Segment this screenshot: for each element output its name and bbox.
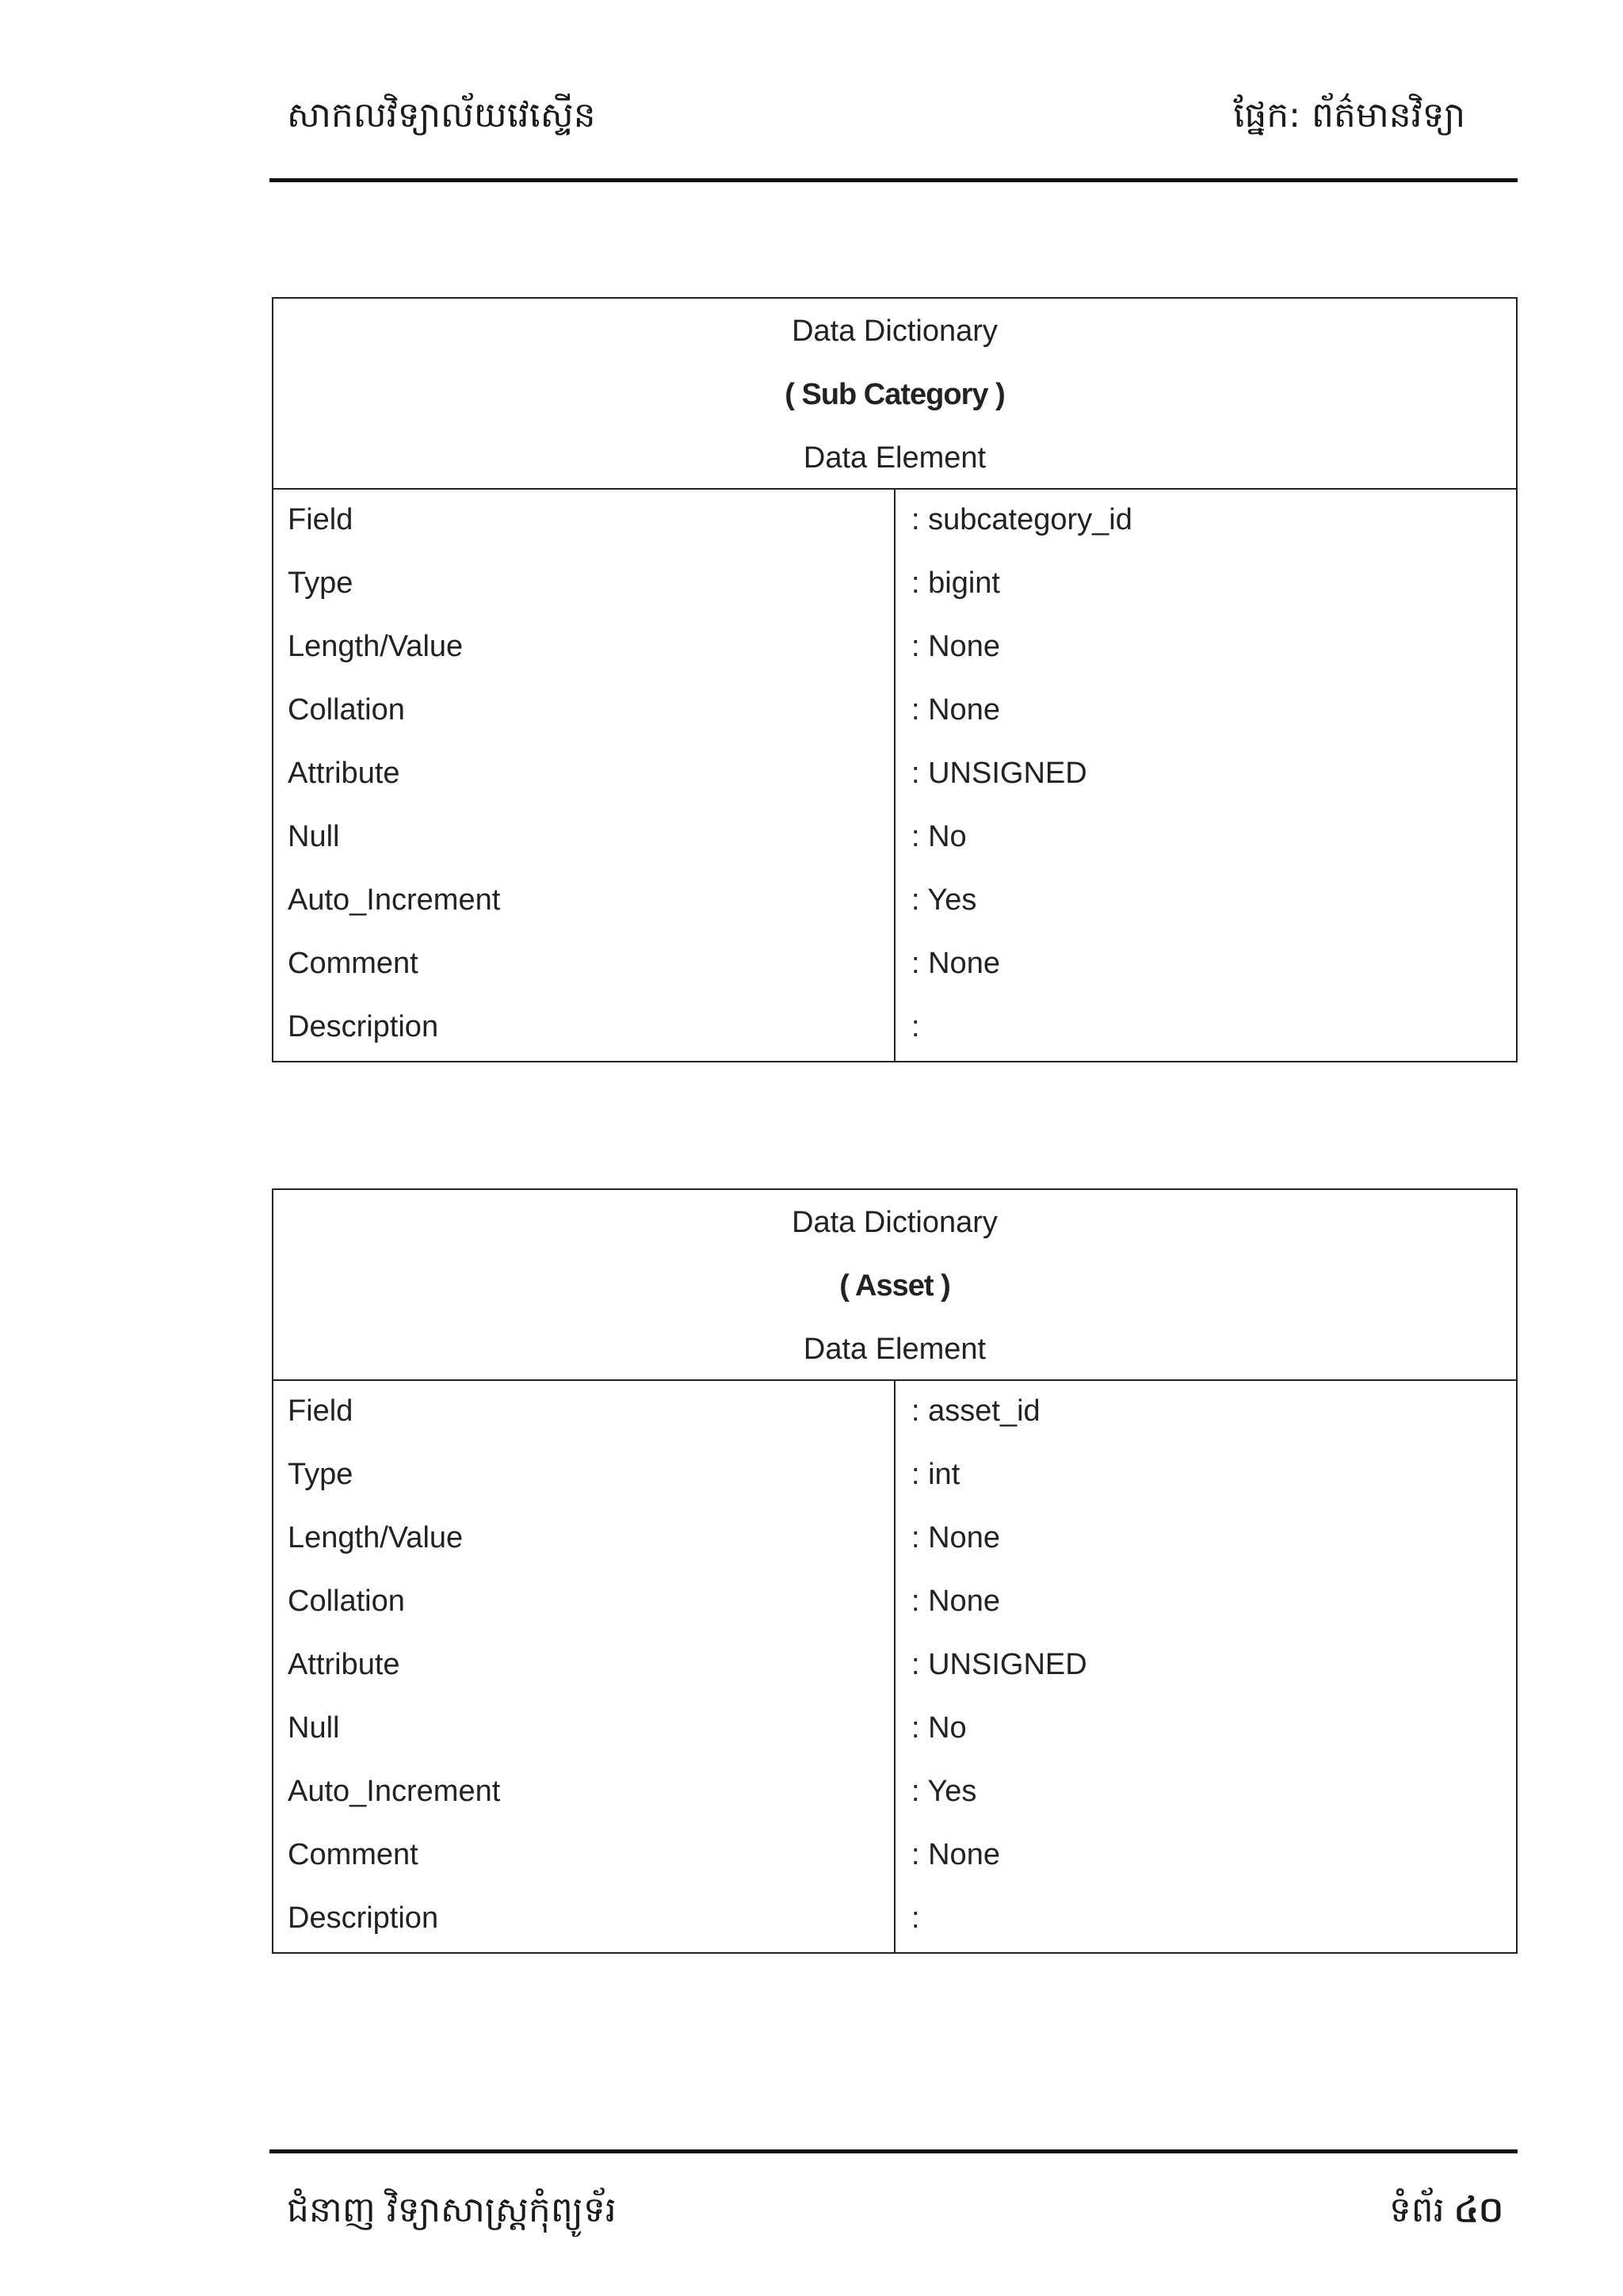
table-body	[273, 1381, 1516, 1954]
row-value: : None	[911, 1838, 1000, 1871]
table-subtitle: ( Sub Category )	[785, 378, 1005, 411]
row-value: : UNSIGNED	[911, 757, 1087, 790]
row-label: Comment	[288, 947, 418, 980]
table-title: Data Dictionary	[792, 1206, 998, 1239]
label-column	[273, 1381, 896, 1954]
row-label: Length/Value	[288, 1521, 464, 1554]
page-label: ទំព័រ	[1388, 2190, 1445, 2230]
label-column	[273, 490, 896, 1062]
row-value: :	[911, 1901, 920, 1935]
row-label: Null	[288, 820, 340, 853]
row-value: : None	[911, 1585, 1000, 1618]
row-value: : None	[911, 1521, 1000, 1554]
row-value: : asset_id	[911, 1394, 1041, 1428]
data-dictionary-table	[272, 297, 1518, 1062]
row-label: Length/Value	[288, 630, 464, 663]
table-body	[273, 490, 1516, 1062]
row-label: Field	[288, 503, 353, 536]
data-dictionary-table	[272, 1188, 1518, 1954]
row-label: Attribute	[288, 757, 400, 790]
value-column	[896, 1381, 1516, 1954]
row-label: Collation	[288, 1585, 405, 1618]
row-value: : int	[911, 1458, 960, 1491]
row-value: : bigint	[911, 566, 1000, 600]
university-name: សាកលវិទ្យាល័យវេស្ទើន	[287, 95, 596, 135]
row-value: : subcategory_id	[911, 503, 1132, 536]
table-section-label: Data Element	[803, 1333, 987, 1366]
department-label: ផ្នែក: ព័ត៌មានវិទ្យា	[1233, 95, 1465, 135]
row-value: : No	[911, 1711, 967, 1745]
row-label: Field	[288, 1394, 353, 1428]
page-header	[269, 79, 1518, 182]
row-value: :	[911, 1010, 920, 1043]
row-label: Description	[288, 1901, 439, 1935]
row-label: Collation	[288, 693, 405, 727]
row-value: : Yes	[911, 1775, 977, 1808]
table-header	[273, 299, 1516, 490]
row-value: : None	[911, 693, 1000, 727]
row-label: Description	[288, 1010, 439, 1043]
row-value: : None	[911, 630, 1000, 663]
program-name: ជំនាញ វិទ្យាសាស្ត្រកុំព្យូទ័រ	[287, 2190, 617, 2230]
row-value: : None	[911, 947, 1000, 980]
table-title: Data Dictionary	[792, 315, 998, 348]
row-label: Attribute	[288, 1648, 400, 1681]
page-indicator	[1389, 2188, 1503, 2239]
row-value: : UNSIGNED	[911, 1648, 1087, 1681]
row-label: Auto_Increment	[288, 883, 501, 917]
row-label: Type	[288, 1458, 353, 1491]
row-label: Comment	[288, 1838, 418, 1871]
row-label: Type	[288, 566, 353, 600]
table-subtitle: ( Asset )	[839, 1269, 950, 1302]
table-section-label: Data Element	[803, 441, 987, 475]
value-column	[896, 490, 1516, 1062]
table-header	[273, 1190, 1516, 1381]
page-footer	[269, 2149, 1518, 2237]
row-label: Auto_Increment	[288, 1775, 501, 1808]
page-number: ៤០	[1453, 2190, 1503, 2230]
row-value: : No	[911, 820, 967, 853]
row-value: : Yes	[911, 883, 977, 917]
row-label: Null	[288, 1711, 340, 1745]
